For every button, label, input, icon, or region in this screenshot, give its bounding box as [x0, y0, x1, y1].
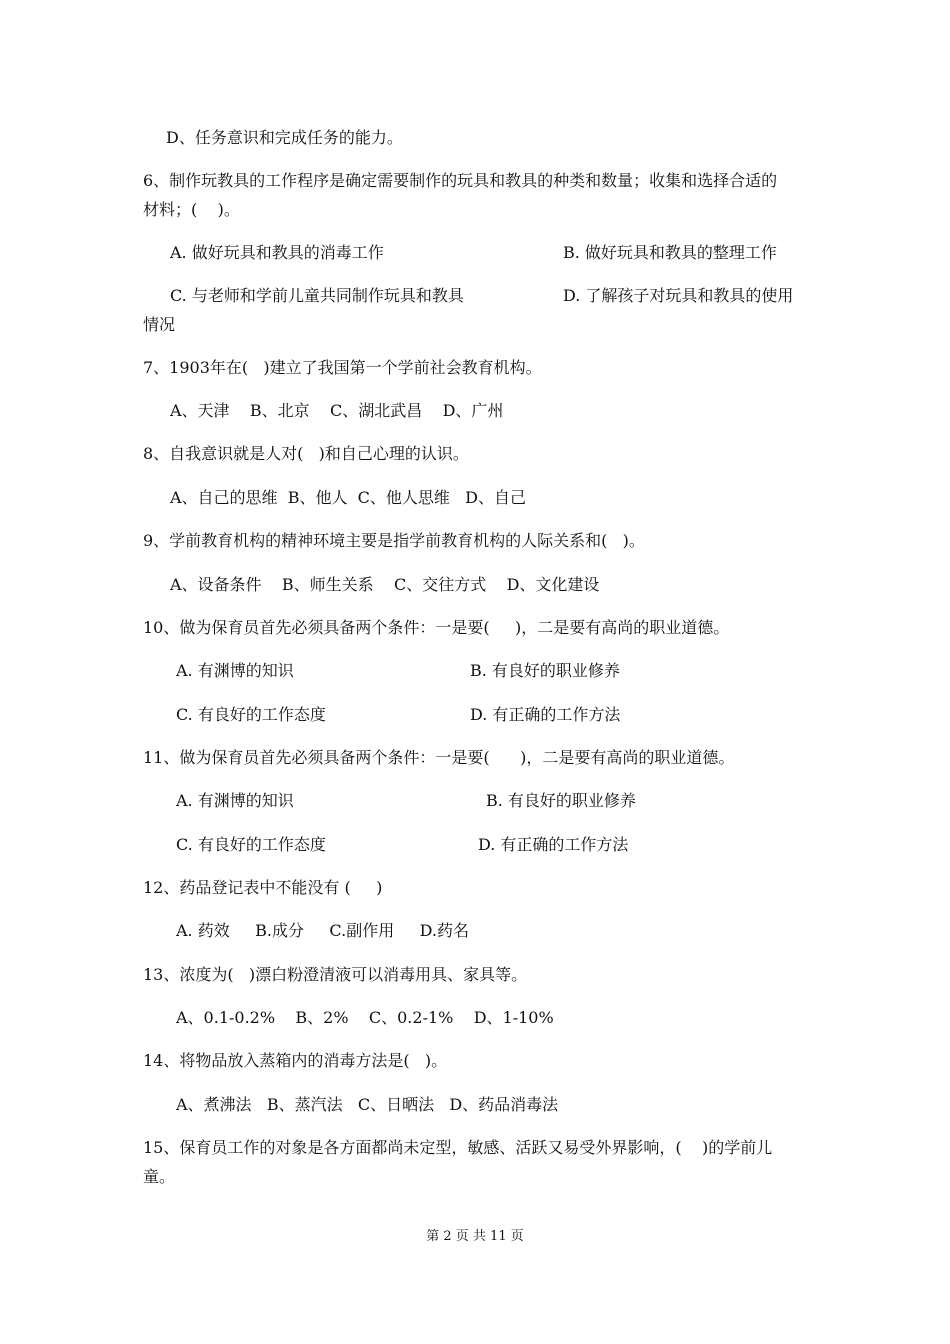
question-11-option-a: A. 有渊博的知识 [176, 791, 294, 810]
question-6-stem-cont: 材料；( )。 [143, 200, 240, 219]
question-11-option-d: D. 有正确的工作方法 [478, 835, 629, 854]
question-10-option-c: C. 有良好的工作态度 [176, 705, 326, 724]
question-13-stem: 13、浓度为( )漂白粉澄清液可以消毒用具、家具等。 [143, 965, 528, 984]
question-5-option-d: D、任务意识和完成任务的能力。 [166, 128, 403, 147]
question-6-option-b: B. 做好玩具和教具的整理工作 [563, 243, 777, 262]
question-9-options: A、设备条件 B、师生关系 C、交往方式 D、文化建设 [170, 575, 600, 594]
question-8-stem: 8、自我意识就是人对( )和自己心理的认识。 [143, 444, 469, 463]
question-15-stem-cont: 童。 [143, 1167, 176, 1186]
question-6-stem: 6、制作玩教具的工作程序是确定需要制作的玩具和教具的种类和数量；收集和选择合适的 [143, 171, 778, 190]
question-8-options: A、自己的思维 B、他人 C、他人思维 D、自己 [170, 488, 526, 507]
question-14-stem: 14、将物品放入蒸箱内的消毒方法是( )。 [143, 1051, 448, 1070]
question-12-stem: 12、药品登记表中不能没有 ( ) [143, 878, 383, 897]
page-footer: 第 2 页 共 11 页 [426, 1229, 524, 1244]
question-11-stem: 11、做为保育员首先必须具备两个条件：一是要( )，二是要有高尚的职业道德。 [143, 748, 735, 767]
question-13-options: A、0.1-0.2% B、2% C、0.2-1% D、1-10% [176, 1008, 554, 1027]
question-10-option-b: B. 有良好的职业修养 [470, 661, 620, 680]
question-12-options: A. 药效 B.成分 C.副作用 D.药名 [176, 921, 469, 940]
question-7-options: A、天津 B、北京 C、湖北武昌 D、广州 [170, 401, 504, 420]
question-7-stem: 7、1903年在( )建立了我国第一个学前社会教育机构。 [143, 358, 542, 377]
question-10-option-d: D. 有正确的工作方法 [470, 705, 621, 724]
question-6-option-d-cont: 情况 [143, 315, 176, 334]
question-10-option-a: A. 有渊博的知识 [176, 661, 294, 680]
question-15-stem: 15、保育员工作的对象是各方面都尚未定型，敏感、活跃又易受外界影响，( )的学前儿 [143, 1138, 773, 1157]
question-11-option-c: C. 有良好的工作态度 [176, 835, 326, 854]
question-6-option-c: C. 与老师和学前儿童共同制作玩具和教具 [170, 286, 464, 305]
question-6-option-d: D. 了解孩子对玩具和教具的使用 [563, 286, 794, 305]
question-14-options: A、煮沸法 B、蒸汽法 C、日晒法 D、药品消毒法 [176, 1095, 559, 1114]
question-11-option-b: B. 有良好的职业修养 [486, 791, 636, 810]
question-10-stem: 10、做为保育员首先必须具备两个条件：一是要( )，二是要有高尚的职业道德。 [143, 618, 730, 637]
question-9-stem: 9、学前教育机构的精神环境主要是指学前教育机构的人际关系和( )。 [143, 531, 645, 550]
question-6-option-a: A. 做好玩具和教具的消毒工作 [170, 243, 384, 262]
